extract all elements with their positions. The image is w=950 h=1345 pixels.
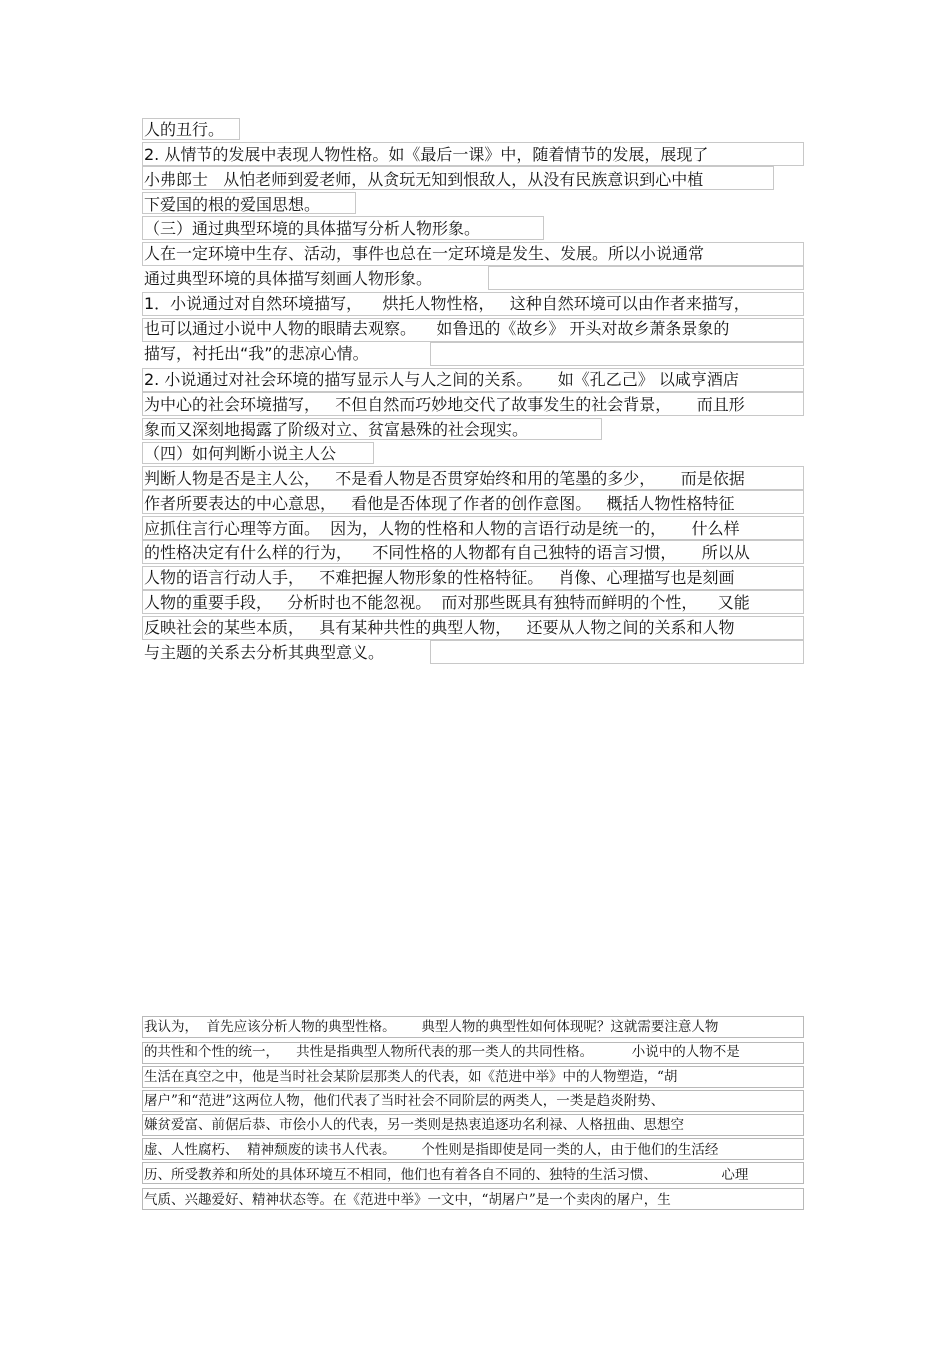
text-line: 人在一定环境中生存、活动，事件也总在一定环境是发生、发展。所以小说通常 [144, 244, 705, 263]
section-heading: （四）如何判断小说主人公 [144, 444, 337, 463]
text-line: 象而又深刻地揭露了阶级对立、贫富悬殊的社会现实。 [144, 420, 529, 439]
text-line: 反映社会的某些本质， 具有某种共性的典型人物， 还要从人物之间的关系和人物 [144, 618, 735, 637]
text-line: 为中心的社会环境描写， 不但自然而巧妙地交代了故事发生的社会背景， 而且形 [144, 395, 745, 414]
text-line: 生活在真空之中，他是当时社会某阶层那类人的代表，如《范进中举》中的人物塑造，“胡 [144, 1069, 678, 1085]
line-frame [430, 640, 804, 664]
text-line: 2. 从情节的发展中表现人物性格。如《最后一课》中，随着情节的发展，展现了 [144, 145, 709, 164]
text-line: 人物的语言行动人手， 不难把握人物形象的性格特征。 肖像、心理描写也是刻画 [144, 568, 735, 587]
text-line: 下爱国的根的爱国思想。 [144, 195, 321, 214]
text-line: 人物的重要手段， 分析时也不能忽视。 而对那些既具有独特而鲜明的个性， 又能 [144, 593, 750, 612]
line-frame [488, 266, 804, 290]
text-line: 判断人物是否是主人公， 不是看人物是否贯穿始终和用的笔墨的多少， 而是依据 [144, 469, 745, 488]
text-line: 历、所受教养和所处的具体环境互不相同，他们也有着各自不同的、独特的生活习惯、 心理 [144, 1167, 749, 1183]
text-line: 嫌贫爱富、前倨后恭、市侩小人的代表，另一类则是热衷追逐功名利禄、人格扭曲、思想空 [144, 1117, 684, 1133]
text-line: 屠户”和“范进”这两位人物，他们代表了当时社会不同阶层的两类人，一类是趋炎附势、 [144, 1093, 665, 1109]
text-line: 气质、兴趣爱好、精神状态等。在《范进中举》一文中，“胡屠户”是一个卖肉的屠户，生 [144, 1192, 671, 1208]
section-heading: （三）通过典型环境的具体描写分析人物形象。 [144, 219, 481, 238]
text-line: 的性格决定有什么样的行为， 不同性格的人物都有自己独特的语言习惯， 所以从 [144, 543, 750, 562]
text-line: 虚、人性腐朽、 精神颓废的读书人代表。 个性则是指即使是同一类的人，由于他们的生活经 [144, 1142, 719, 1158]
text-line: 作者所要表达的中心意思， 看他是否体现了作者的创作意图。 概括人物性格特征 [144, 494, 735, 513]
text-line: 我认为， 首先应该分析人物的典型性格。 典型人物的典型性如何体现呢？这就需要注意人物 [144, 1019, 719, 1035]
text-line: 与主题的关系去分析其典型意义。 [144, 643, 385, 662]
text-line: 的共性和个性的统一， 共性是指典型人物所代表的那一类人的共同性格。 小说中的人物不是 [144, 1044, 740, 1060]
text-line: 通过典型环境的具体描写刻画人物形象。 [144, 269, 433, 288]
text-line: 也可以通过小说中人物的眼睛去观察。 如鲁迅的《故乡》 开头对故乡萧条景象的 [144, 319, 730, 338]
line-frame [430, 342, 804, 366]
text-line: 1．小说通过对自然环境描写， 烘托人物性格， 这种自然环境可以由作者来描写， [144, 294, 750, 313]
text-line: 应抓住言行心理等方面。 因为，人物的性格和人物的言语行动是统一的， 什么样 [144, 519, 740, 538]
text-line: 2. 小说通过对社会环境的描写显示人与人之间的关系。 如《孔乙己》 以咸亨酒店 [144, 370, 739, 389]
text-line: 人的丑行。 [144, 120, 225, 139]
text-line: 小弗郎士 从怕老师到爱老师，从贪玩无知到恨敌人，从没有民族意识到心中植 [144, 170, 704, 189]
text-line: 描写，衬托出“我”的悲凉心情。 [144, 344, 369, 363]
